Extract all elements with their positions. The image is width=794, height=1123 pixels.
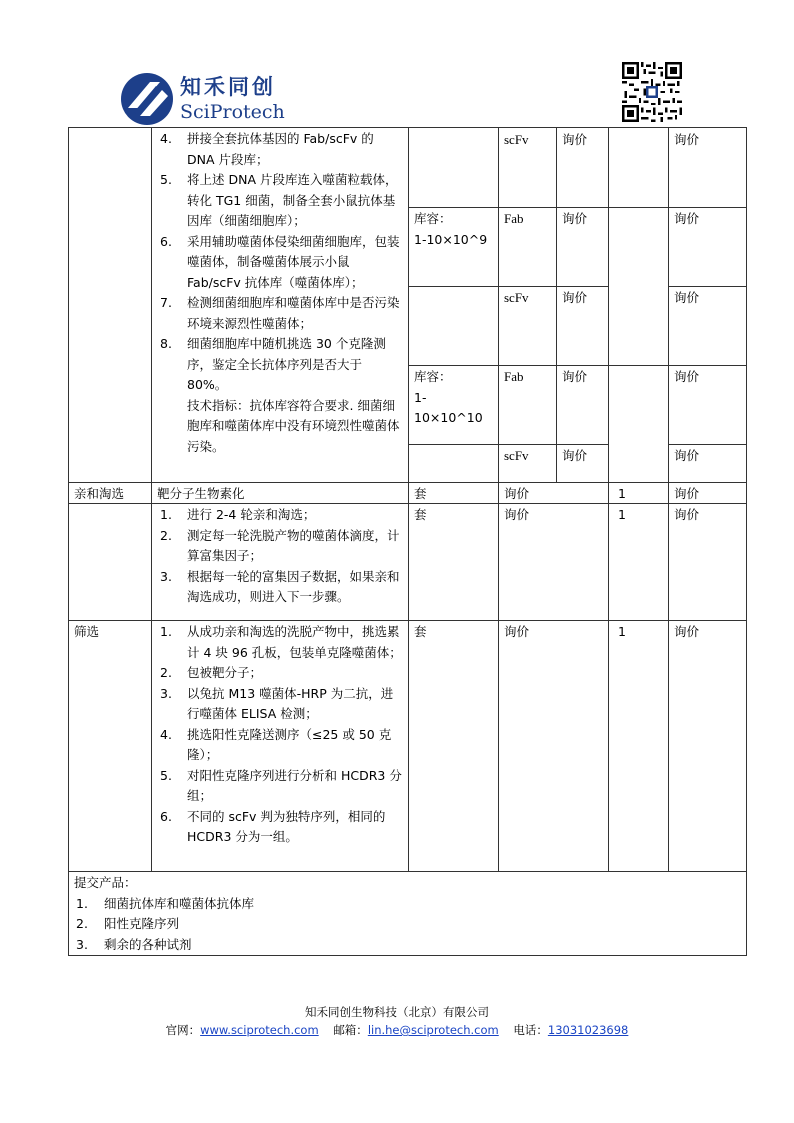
list-item: 6. 采用辅助噬菌体侵染细菌细胞库，包装噬菌体，制备噬菌体展示小鼠 Fab/scFv 抗体库（噬菌体库）；	[160, 233, 400, 290]
total-price: 询价	[674, 369, 700, 384]
total-price: 询价	[674, 290, 700, 305]
list-item: 2. 阳性克隆序列	[76, 916, 180, 931]
total-price: 询价	[674, 624, 700, 639]
panning-item: 靶分子生物素化	[157, 486, 245, 501]
unit: 套	[414, 624, 427, 639]
capacity-cell-1e10: 库容： 1-10×10^10	[414, 369, 483, 425]
screening-steps	[152, 621, 408, 849]
list-item: 4. 拼接全套抗体基因的 Fab/scFv 的 DNA 片段库；	[160, 131, 374, 167]
total-price: 询价	[674, 132, 700, 147]
footer-company: 知禾同创生物科技（北京）有限公司	[305, 1005, 489, 1019]
total-price: 询价	[674, 507, 700, 522]
list-item: 5. 将上述 DNA 片段库连入噬菌粒载体，转化 TG1 细菌，制备全套小鼠抗体基因库（细菌细胞库）；	[160, 172, 398, 228]
unit-price: 询价	[504, 507, 530, 522]
technical-spec-note: 技术指标：抗体库容符合要求. 细菌细胞库和噬菌体库中没有环境烈性噬菌体污染。	[187, 397, 400, 454]
list-item: 7. 检测细菌细胞库和噬菌体库中是否污染环境来源烈性噬菌体；	[160, 295, 400, 331]
stage-screening: 筛选	[74, 624, 100, 639]
logo-mark-icon	[120, 72, 174, 126]
logo-english-name: SciProtech	[180, 100, 285, 123]
company-logo	[120, 72, 285, 126]
list-item: 2. 包被靶分子；	[160, 665, 263, 680]
list-item: 4. 挑选阳性克隆送测序（≤25 或 50 克隆）；	[160, 726, 392, 762]
list-item: 3. 根据每一轮的富集因子数据，如果亲和淘选成功，则进入下一步骤。	[160, 568, 400, 604]
unit-price: 询价	[562, 132, 588, 147]
panning-steps	[152, 504, 408, 609]
list-item: 3. 剩余的各种试剂	[76, 936, 192, 952]
total-price: 询价	[674, 448, 700, 463]
quantity: 1	[618, 486, 626, 501]
capacity-cell-1e9: 库容： 1-10×10^9	[414, 211, 488, 247]
format-scfv: scFv	[504, 290, 529, 305]
list-item: 8. 细菌细胞库中随机挑选 30 个克隆测序，鉴定全长抗体序列是否大于 80%。	[160, 336, 386, 392]
unit: 套	[414, 507, 427, 522]
library-construction-steps	[152, 128, 408, 458]
unit-price: 询价	[562, 211, 588, 226]
unit-price: 询价	[562, 369, 588, 384]
unit-price: 询价	[562, 448, 588, 463]
deliverables-title: 提交产品：	[74, 875, 137, 890]
list-item: 3. 以兔抗 M13 噬菌体-HRP 为二抗，进行噬菌体 ELISA 检测；	[160, 685, 394, 721]
stage-panning: 亲和淘选	[74, 486, 125, 501]
deliverables	[69, 872, 745, 956]
email-link[interactable]: lin.he@sciprotech.com	[367, 1023, 499, 1037]
total-price: 询价	[674, 486, 700, 501]
unit: 套	[414, 486, 427, 501]
total-price: 询价	[674, 211, 700, 226]
website-link[interactable]: www.sciprotech.com	[200, 1023, 319, 1037]
list-item: 1. 从成功亲和淘选的洗脱产物中，挑选累计 4 块 96 孔板，包装单克隆噬菌体；	[160, 624, 402, 660]
logo-chinese-name: 知禾同创	[180, 74, 276, 99]
quote-table	[68, 127, 747, 956]
qr-code-icon	[622, 62, 682, 122]
quantity: 1	[618, 507, 626, 522]
list-item: 1. 进行 2-4 轮亲和淘选；	[160, 507, 316, 522]
phone-link[interactable]: 13031023698	[547, 1023, 629, 1037]
unit-price: 询价	[562, 290, 588, 305]
unit-price: 询价	[504, 486, 530, 501]
list-item: 2. 测定每一轮洗脱产物的噬菌体滴度，计算富集因子；	[160, 527, 400, 563]
list-item: 6. 不同的 scFv 判为独特序列，相同的 HCDR3 分为一组。	[160, 808, 386, 844]
unit-price: 询价	[504, 624, 530, 639]
format-fab: Fab	[504, 369, 524, 384]
list-item: 1. 细菌抗体库和噬菌体抗体库	[76, 895, 255, 911]
format-scfv: scFv	[504, 448, 529, 463]
list-item: 5. 对阳性克隆序列进行分析和 HCDR3 分组；	[160, 767, 402, 803]
footer-contact: 官网：www.sciprotech.com 邮箱：lin.he@sciprotech.com 电话：13031023698	[165, 1023, 629, 1037]
quantity: 1	[618, 624, 626, 639]
format-fab: Fab	[504, 211, 524, 226]
format-scfv: scFv	[504, 132, 529, 147]
